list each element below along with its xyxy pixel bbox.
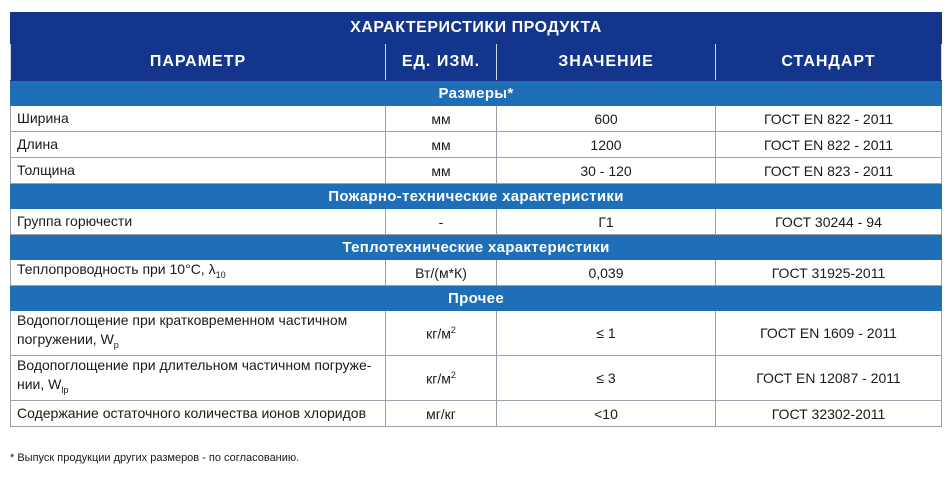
product-characteristics-table [10,12,942,427]
product-characteristics-table-container [10,12,941,427]
table-row [11,106,942,132]
table-row [11,260,942,286]
param-cell: Толщина [11,158,386,184]
value-cell: ≤ 1 [497,311,716,356]
param-cell [11,356,386,401]
table-row [11,401,942,427]
unit-cell: - [386,209,497,235]
value-cell: <10 [497,401,716,427]
unit-cell: мг/кг [386,401,497,427]
table-row [11,311,942,356]
value-cell: 0,039 [497,260,716,286]
header-param: ПАРАМЕТР [11,44,386,81]
value-cell: 1200 [497,132,716,158]
param-cell [11,260,386,286]
param-line2: нии, W [17,376,62,393]
standard-cell: ГОСТ EN 822 - 2011 [716,106,942,132]
value-cell: Г1 [497,209,716,235]
table-row [11,209,942,235]
table-row [11,158,942,184]
table-header-row [11,44,942,81]
header-value: ЗНАЧЕНИЕ [497,44,716,81]
unit-text: кг/м [426,370,451,387]
unit-cell [386,356,497,401]
param-text: Теплопроводность при 10°С, λ [17,261,216,278]
table-title: ХАРАКТЕРИСТИКИ ПРОДУКТА [11,13,942,44]
value-cell: ≤ 3 [497,356,716,401]
section-title: Теплотехнические характеристики [11,235,942,260]
section-row-thermal [11,235,942,260]
table-row [11,132,942,158]
standard-cell: ГОСТ 32302-2011 [716,401,942,427]
standard-cell: ГОСТ EN 822 - 2011 [716,132,942,158]
unit-cell: мм [386,106,497,132]
unit-cell: мм [386,158,497,184]
value-cell: 30 - 120 [497,158,716,184]
unit-cell [386,311,497,356]
param-line2: погружении, W [17,331,114,348]
standard-cell: ГОСТ 30244 - 94 [716,209,942,235]
param-cell: Группа горючести [11,209,386,235]
section-title: Прочее [11,286,942,311]
unit-superscript: 2 [450,369,456,380]
standard-cell: ГОСТ 31925-2011 [716,260,942,286]
section-row-fire [11,184,942,209]
section-row-other [11,286,942,311]
param-subscript: lp [61,384,69,395]
param-cell [11,311,386,356]
standard-cell: ГОСТ EN 823 - 2011 [716,158,942,184]
section-title: Пожарно-технические характеристики [11,184,942,209]
table-row [11,356,942,401]
param-line1: Водопоглощение при длительном частичном погруже- [17,357,372,374]
param-cell: Длина [11,132,386,158]
section-title: Размеры* [11,81,942,106]
standard-cell: ГОСТ EN 12087 - 2011 [716,356,942,401]
table-title-row [11,13,942,44]
param-subscript: 10 [215,269,226,280]
header-unit: ЕД. ИЗМ. [386,44,497,81]
standard-cell: ГОСТ EN 1609 - 2011 [716,311,942,356]
param-cell: Содержание остаточного количества ионов хлоридов [11,401,386,427]
param-line1: Водопоглощение при кратковременном частичном [17,312,348,329]
section-row-dimensions [11,81,942,106]
footnote: * Выпуск продукции других размеров - по согласованию. [10,452,300,464]
header-standard: СТАНДАРТ [716,44,942,81]
param-cell: Ширина [11,106,386,132]
unit-cell: Вт/(м*К) [386,260,497,286]
param-subscript: p [113,339,119,350]
unit-text: кг/м [426,325,451,342]
value-cell: 600 [497,106,716,132]
unit-superscript: 2 [450,324,456,335]
unit-cell: мм [386,132,497,158]
